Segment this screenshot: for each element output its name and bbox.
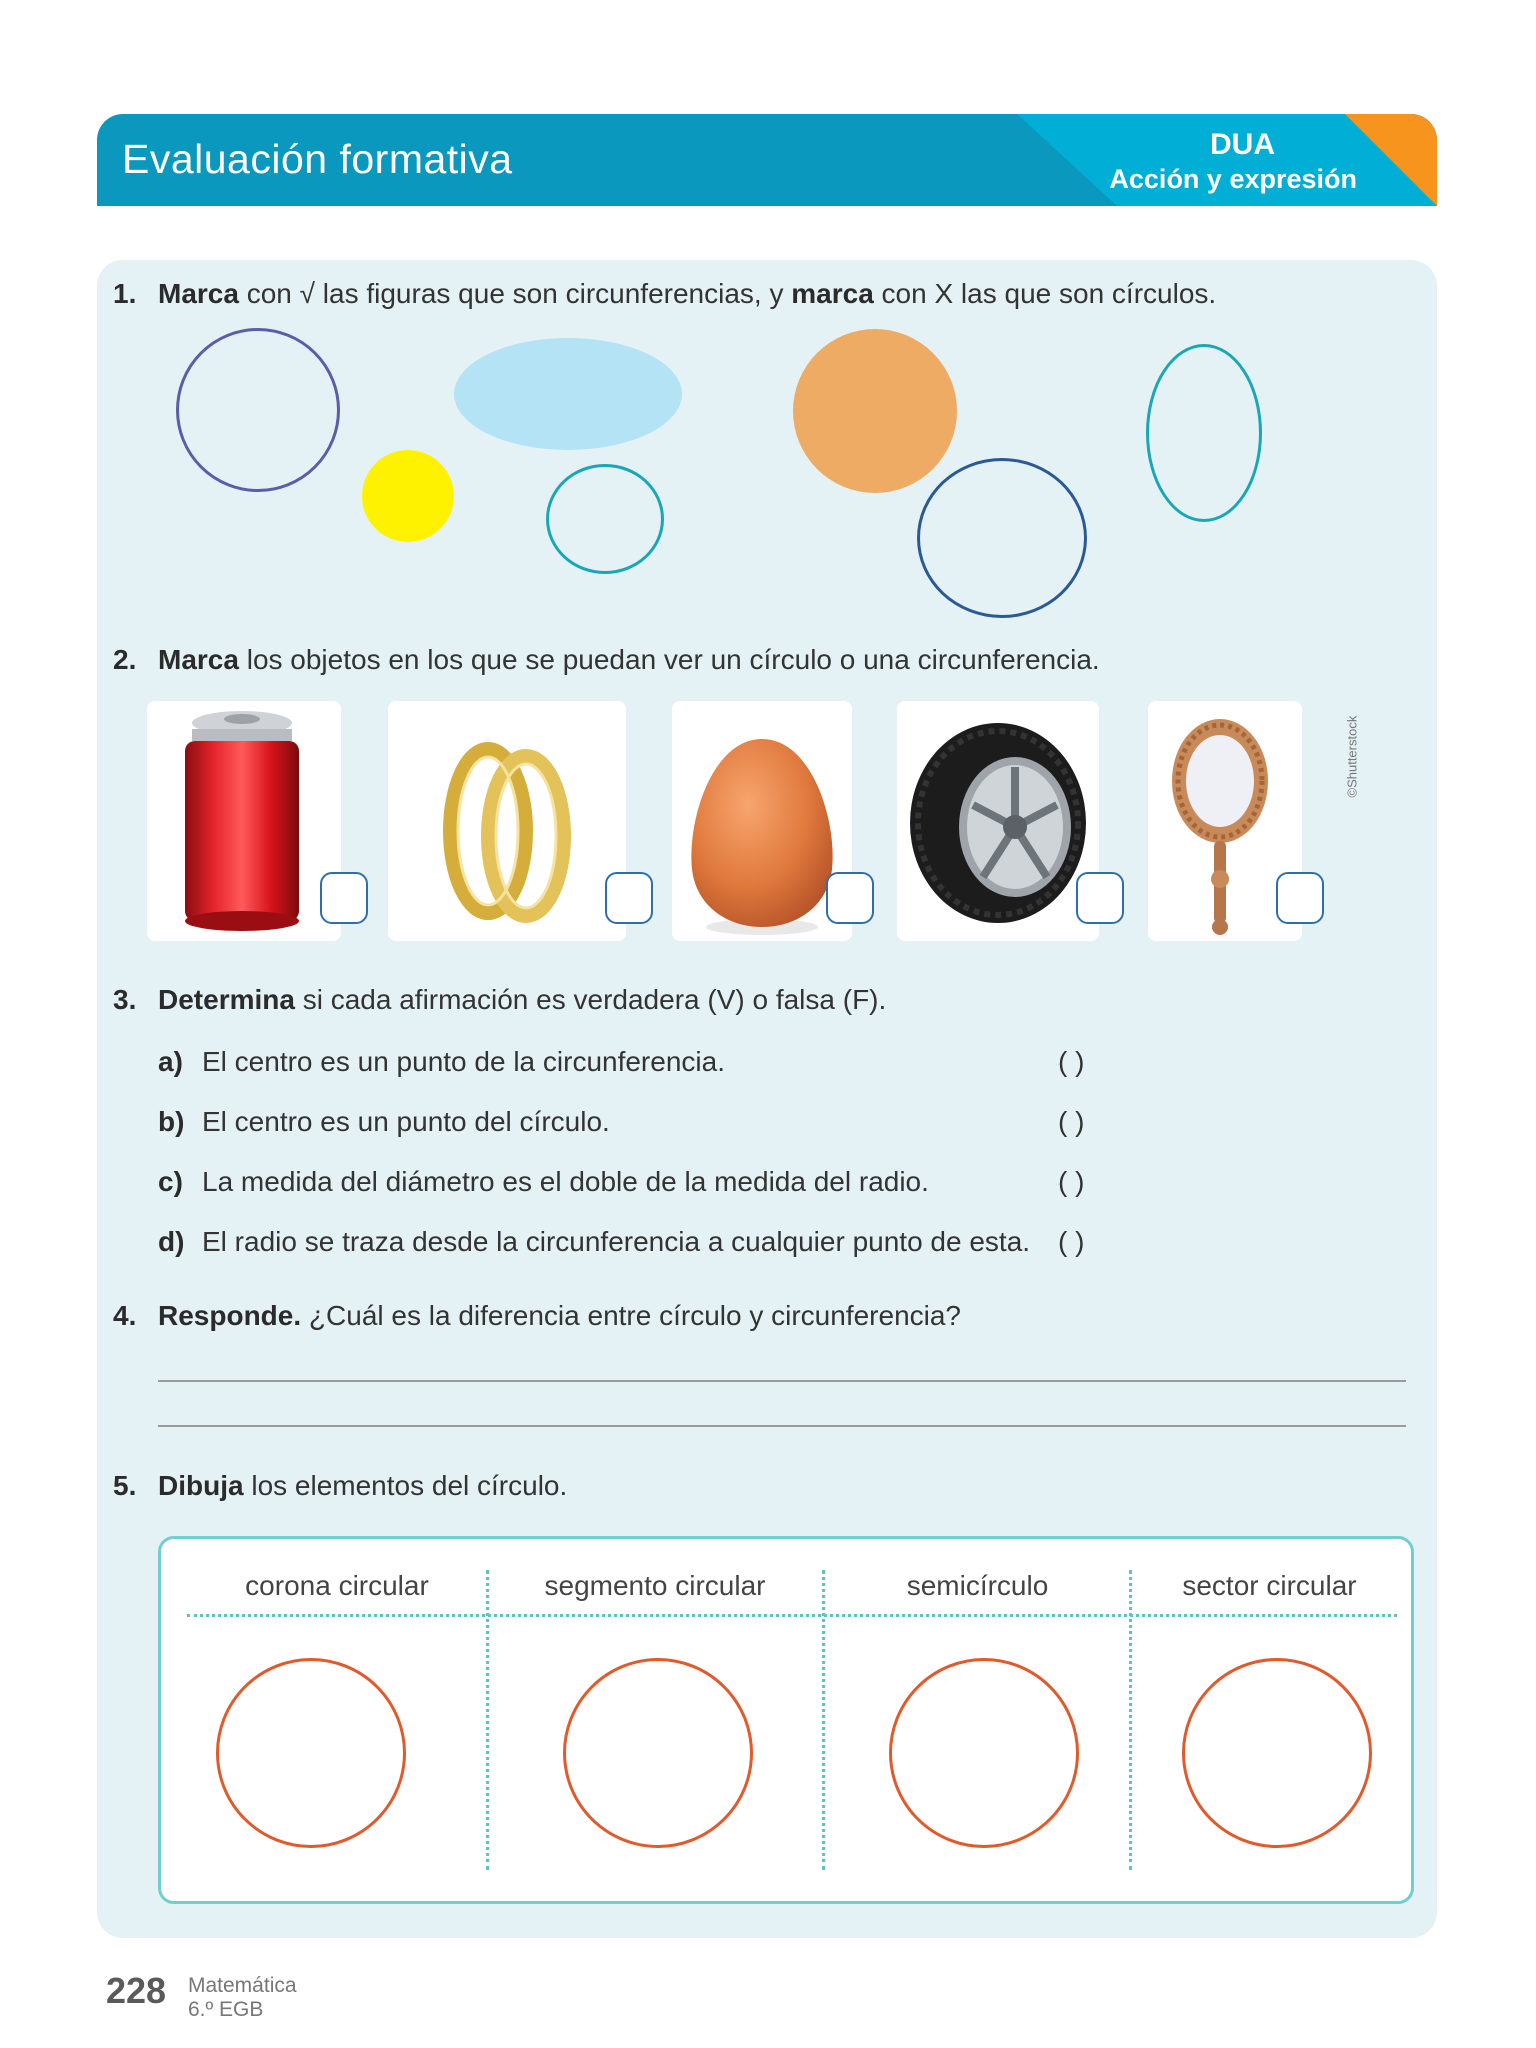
q3-instruction <box>158 984 886 1016</box>
column-corona-circular: corona circular <box>245 1570 429 1601</box>
tire-image <box>897 701 1099 941</box>
photo-credit-text: ©Shutterstock <box>1344 715 1360 798</box>
q5-number: 5. <box>113 1470 137 1501</box>
q3-item-letter: c) <box>158 1166 183 1197</box>
photo-egg <box>672 701 852 941</box>
q2-instruction <box>158 644 1100 676</box>
column-divider <box>1129 1570 1132 1870</box>
q4-number: 4. <box>113 1300 137 1331</box>
shape-circumference-purple[interactable] <box>176 328 340 492</box>
drawing-circle-corona[interactable] <box>216 1658 406 1848</box>
page-number: 228 <box>106 1970 167 2011</box>
q5-instruction <box>158 1470 567 1502</box>
q3-number: 3. <box>113 984 137 1015</box>
q1-text2: con X las que son círculos. <box>873 278 1217 309</box>
shape-circumference-teal[interactable] <box>546 464 664 574</box>
q1-verb1: Marca <box>158 278 239 309</box>
q3-answer-paren[interactable]: ( ) <box>1058 1046 1085 1077</box>
column-semicirculo: semicírculo <box>906 1570 1049 1601</box>
can-image <box>147 701 341 941</box>
q3-item-letter: d) <box>158 1226 185 1257</box>
column-divider <box>486 1570 489 1870</box>
column-divider <box>822 1570 825 1870</box>
photo-tire <box>897 701 1099 941</box>
q5-text: los elementos del círculo. <box>243 1470 568 1501</box>
q3-item-text: El centro es un punto de la circunferencia. <box>202 1046 725 1077</box>
column-segmento-circular: segmento circular <box>544 1570 766 1601</box>
egg-image <box>672 701 852 941</box>
shape-circle-yellow[interactable] <box>362 450 454 542</box>
dua-badge-subtitle: Acción y expresión <box>1109 164 1357 194</box>
checkbox-mirror[interactable] <box>1276 872 1324 924</box>
column-sector-circular: sector circular <box>1182 1570 1357 1601</box>
shape-circle-orange[interactable] <box>793 329 957 493</box>
q3-verb: Determina <box>158 984 295 1015</box>
q4-instruction <box>158 1300 961 1332</box>
q3-item-letter: b) <box>158 1106 185 1137</box>
header-banner <box>97 114 1437 206</box>
checkbox-rings[interactable] <box>605 872 653 924</box>
q3-text: si cada afirmación es verdadera (V) o falsa (F). <box>294 984 887 1015</box>
q4-verb: Responde. <box>158 1300 302 1331</box>
q2-number: 2. <box>113 644 137 675</box>
q4-text: ¿Cuál es la diferencia entre círculo y circunferencia? <box>301 1300 961 1331</box>
page-title: Evaluación formativa <box>122 136 513 182</box>
q1-instruction <box>158 278 1216 310</box>
rings-image <box>388 701 626 941</box>
q1-verb2: marca <box>791 278 874 309</box>
photo-credit <box>1342 700 1362 800</box>
q2-verb: Marca <box>158 644 239 675</box>
checkbox-can[interactable] <box>320 872 368 924</box>
drawing-circle-segmento[interactable] <box>563 1658 753 1848</box>
answer-line[interactable] <box>158 1380 1406 1382</box>
q3-answer-paren[interactable]: ( ) <box>1058 1226 1085 1257</box>
q1-number: 1. <box>113 278 137 309</box>
q3-item-text: El radio se traza desde la circunferencia a cualquier punto de esta. <box>202 1226 1031 1257</box>
q2-text: los objetos en los que se puedan ver un círculo o una circunferencia. <box>238 644 1100 675</box>
footer-subject: Matemática <box>188 1974 297 1997</box>
shape-circumference-navy[interactable] <box>917 458 1087 618</box>
footer-grade: 6.º EGB <box>188 1998 264 2021</box>
header-divider <box>187 1614 1397 1617</box>
answer-line[interactable] <box>158 1425 1406 1427</box>
q1-text1: con √ las figuras que son circunferencias, y <box>238 278 792 309</box>
q3-answer-paren[interactable]: ( ) <box>1058 1106 1085 1137</box>
q3-answer-paren[interactable]: ( ) <box>1058 1166 1085 1197</box>
checkbox-egg[interactable] <box>826 872 874 924</box>
q3-item-letter: a) <box>158 1046 183 1077</box>
photo-can <box>147 701 341 941</box>
drawing-circle-sector[interactable] <box>1182 1658 1372 1848</box>
dua-badge-title: DUA <box>1210 128 1275 161</box>
checkbox-tire[interactable] <box>1076 872 1124 924</box>
q5-verb: Dibuja <box>158 1470 244 1501</box>
shape-ellipse-teal[interactable] <box>1146 344 1262 522</box>
photo-rings <box>388 701 626 941</box>
shape-ellipse-lightblue[interactable] <box>454 338 682 450</box>
q3-item-text: La medida del diámetro es el doble de la medida del radio. <box>202 1166 929 1197</box>
q3-item-text: El centro es un punto del círculo. <box>202 1106 610 1137</box>
drawing-circle-semicirculo[interactable] <box>889 1658 1079 1848</box>
